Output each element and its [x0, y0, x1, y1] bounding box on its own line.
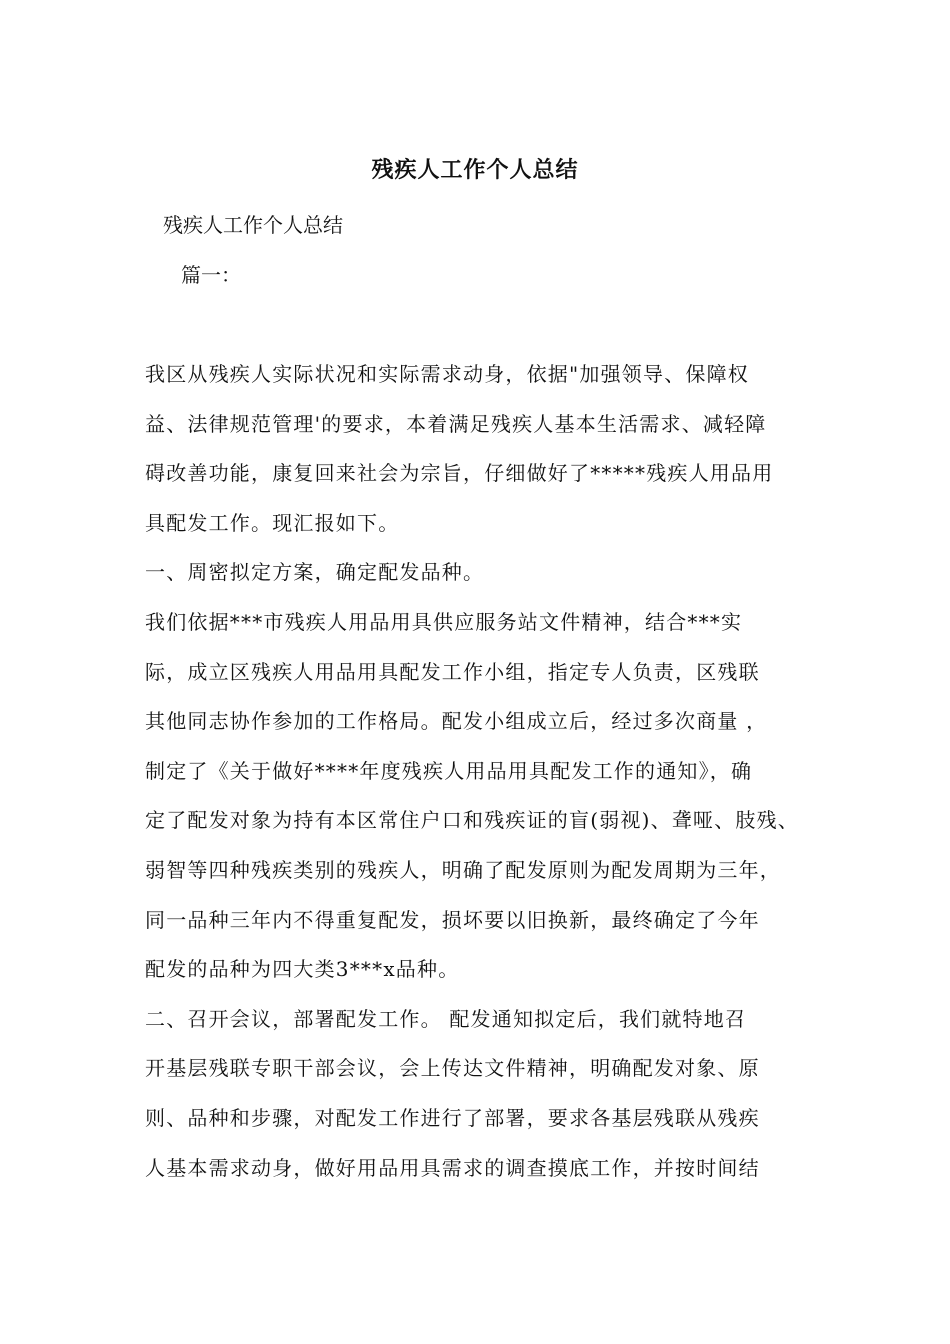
text-line: 其他同志协作参加的工作格局。配发小组成立后，经过多次商量 ， [145, 709, 768, 734]
body-text [145, 356, 835, 1199]
text-line: 人基本需求动身，做好用品用具需求的调查摸底工作，并按时间结 [145, 1155, 760, 1180]
text-line: 益、法律规范管理'的要求，本着满足残疾人基本生活需求、减轻障 [145, 411, 767, 436]
text-line: 具配发工作。现汇报如下。 [145, 510, 400, 535]
document-subtitle: 残疾人工作个人总结 [163, 213, 343, 237]
text-line: 则、品种和步骤，对配发工作进行了部署，要求各基层残联从残疾 [145, 1105, 760, 1130]
document-title: 残疾人工作个人总结 [371, 157, 579, 183]
text-line: 配发的品种为四大类3***x品种。 [145, 957, 460, 982]
text-line: 开基层残联专职干部会议，会上传达文件精神，明确配发对象、原 [145, 1056, 760, 1081]
text-line: 同一品种三年内不得重复配发，损坏要以旧换新，最终确定了今年 [145, 907, 760, 932]
text-line: 一、周密拟定方案，确定配发品种。 [145, 560, 485, 585]
text-line: 际，成立区残疾人用品用具配发工作小组，指定专人负责，区残联 [145, 659, 760, 684]
text-line: 定了配发对象为持有本区常住户口和残疾证的盲(弱视)、聋哑、肢残、 [145, 808, 800, 833]
text-line: 我区从残疾人实际状况和实际需求动身，依据"加强领导、保障权 [145, 362, 749, 386]
text-line: 弱智等四种残疾类别的残疾人，明确了配发原则为配发周期为三年， [145, 857, 781, 882]
section-label: 篇一： [181, 263, 241, 287]
text-line: 碍改善功能，康复回来社会为宗旨，仔细做好了*****残疾人用品用 [145, 461, 774, 486]
text-line: 二、召开会议，部署配发工作。 配发通知拟定后，我们就特地召 [145, 1006, 747, 1031]
text-line: 制定了《关于做好****年度残疾人用品用具配发工作的通知》，确 [145, 758, 753, 783]
text-line: 我们依据***市残疾人用品用具供应服务站文件精神，结合***实 [145, 609, 743, 634]
